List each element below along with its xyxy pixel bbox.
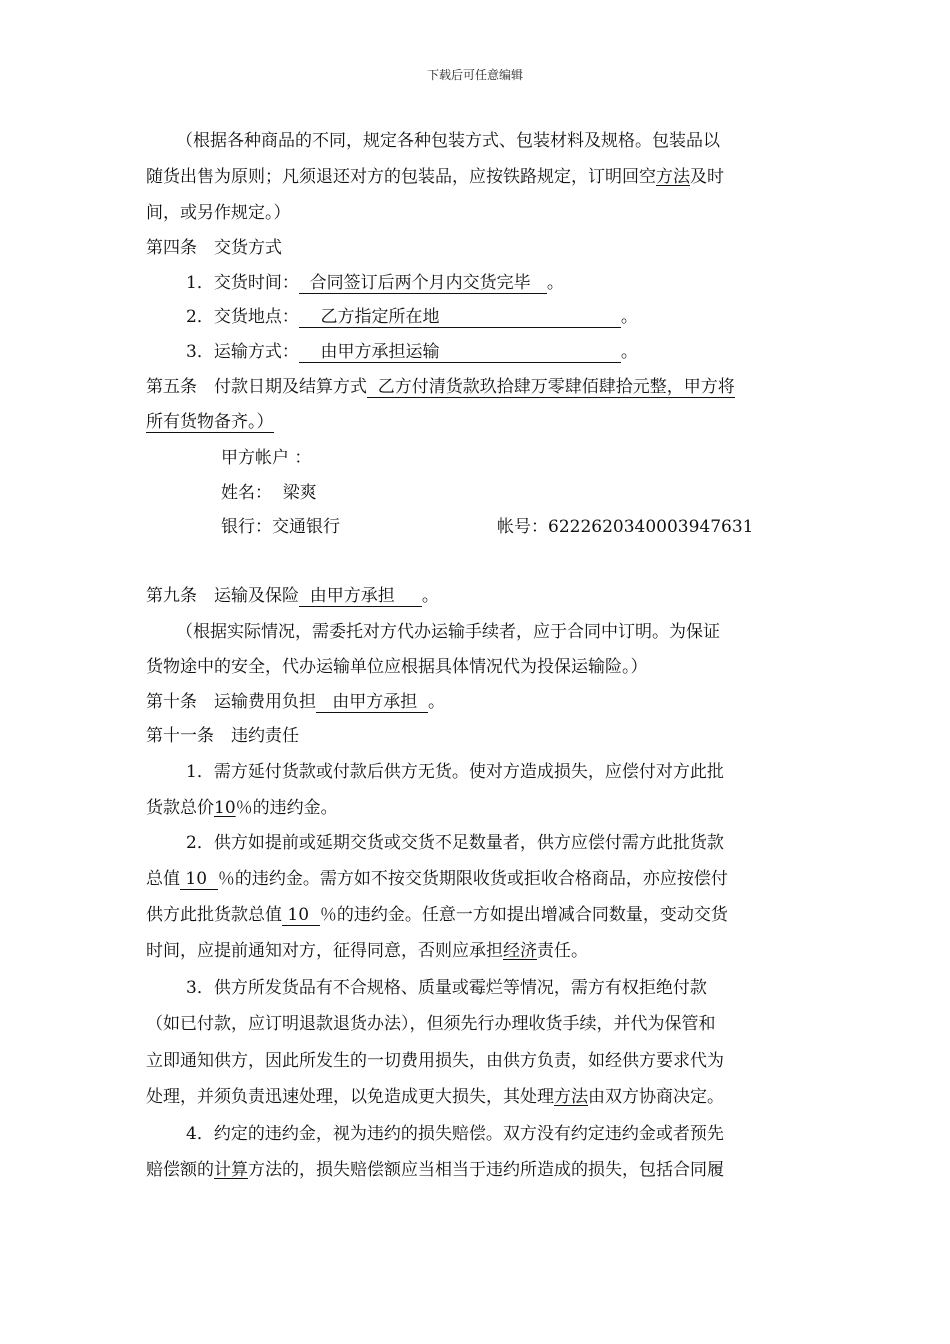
clause-11-3-d: 处理，并须负责迅速处理，以免造成更大损失，其处理方法由双方协商决定。 — [146, 1087, 724, 1107]
link-method[interactable]: 方法 — [656, 167, 690, 187]
article-5: 第五条 付款日期及结算方式 乙方付清货款玖拾肆万零肆佰肆拾元整，甲方将 — [146, 377, 735, 397]
payment-terms-value-cont: 所有货物备齐。） — [146, 412, 274, 432]
delivery-time: 1．交货时间： 合同签订后两个月内交货完毕 。 — [186, 273, 564, 293]
clause-11-2-b: 总值 10 ％的违约金。需方如不按交货期限收货或拒收合格商品，亦应按偿付 — [146, 869, 728, 889]
clause-11-4-a: 4．约定的违约金，视为违约的损失赔偿。双方没有约定违约金或者预先 — [186, 1124, 724, 1144]
account-title: 甲方帐户 ： — [221, 448, 312, 468]
clause-11-3-b: （如已付款，应订明退款退货办法），但须先行办理收货手续，并代为保管和 — [146, 1014, 716, 1034]
article-10: 第十条 运输费用负担 由甲方承担 。 — [146, 692, 446, 712]
freight-value: 由甲方承担 — [316, 692, 429, 712]
link-calculation[interactable]: 计算 — [214, 1160, 248, 1180]
penalty-rate-3: 10 — [282, 905, 320, 925]
clause-11-2-c: 供方此批货款总值 10 ％的违约金。任意一方如提出增减合同数量，变动交货 — [146, 905, 728, 925]
account-bank: 银行：交通银行 — [221, 517, 340, 537]
article-11-heading: 第十一条 违约责任 — [146, 726, 299, 746]
link-method-2[interactable]: 方法 — [554, 1087, 588, 1107]
delivery-place: 2．交货地点： 乙方指定所在地 。 — [186, 307, 638, 327]
article-9-note-1: （根据实际情况，需委托对方代办运输手续者，应于合同中订明。为保证 — [176, 622, 720, 642]
paragraph-packaging-1: （根据各种商品的不同，规定各种包装方式、包装材料及规格。包装品以 — [176, 131, 720, 151]
clause-11-1-a: 1．需方延付货款或付款后供方无货。使对方造成损失，应偿付对方此批 — [186, 762, 724, 782]
article-5-cont — [146, 411, 274, 433]
insurance-value: 由甲方承担 — [299, 586, 422, 606]
clause-11-3-a: 3．供方所发货品有不合规格、质量或霉烂等情况，需方有权拒绝付款 — [186, 978, 707, 998]
payment-terms-value: 乙方付清货款玖拾肆万零肆佰肆拾元整，甲方将 — [367, 377, 735, 397]
page-header: 下载后可任意编辑 — [426, 68, 523, 82]
clause-11-3-c: 立即通知供方，因此所发生的一切费用损失，由供方负责，如经供方要求代为 — [146, 1051, 724, 1071]
clause-11-4-b: 赔偿额的计算方法的，损失赔偿额应当相当于违约所造成的损失，包括合同履 — [146, 1160, 724, 1180]
transport-mode: 3．运输方式： 由甲方承担运输 。 — [186, 342, 638, 362]
link-economic[interactable]: 经济 — [503, 941, 537, 961]
delivery-place-value: 乙方指定所在地 — [299, 307, 621, 328]
clause-11-2-d: 时间，应提前通知对方，征得同意，否则应承担经济责任。 — [146, 941, 588, 961]
article-4-heading: 第四条 交货方式 — [146, 238, 282, 258]
penalty-rate-2: 10 — [180, 869, 218, 889]
clause-11-1-b: 货款总价10％的违约金。 — [146, 798, 338, 818]
article-9-note-2: 货物途中的安全，代办运输单位应根据具体情况代为投保运输险。） — [146, 657, 648, 677]
paragraph-packaging-3: 间，或另作规定。） — [146, 203, 291, 223]
account-number: 帐号：6222620340003947631 — [497, 517, 754, 537]
delivery-time-value: 合同签订后两个月内交货完毕 — [298, 273, 547, 293]
article-9: 第九条 运输及保险 由甲方承担 。 — [146, 586, 439, 606]
clause-11-2-a: 2．供方如提前或延期交货或交货不足数量者，供方应偿付需方此批货款 — [186, 833, 724, 853]
account-name: 姓名： 梁爽 — [221, 483, 317, 503]
penalty-rate-1: 10 — [214, 798, 236, 818]
paragraph-packaging-2: 随货出售为原则；凡须退还对方的包装品，应按铁路规定，订明回空方法及时 — [146, 167, 724, 187]
transport-mode-value: 由甲方承担运输 — [299, 342, 621, 363]
